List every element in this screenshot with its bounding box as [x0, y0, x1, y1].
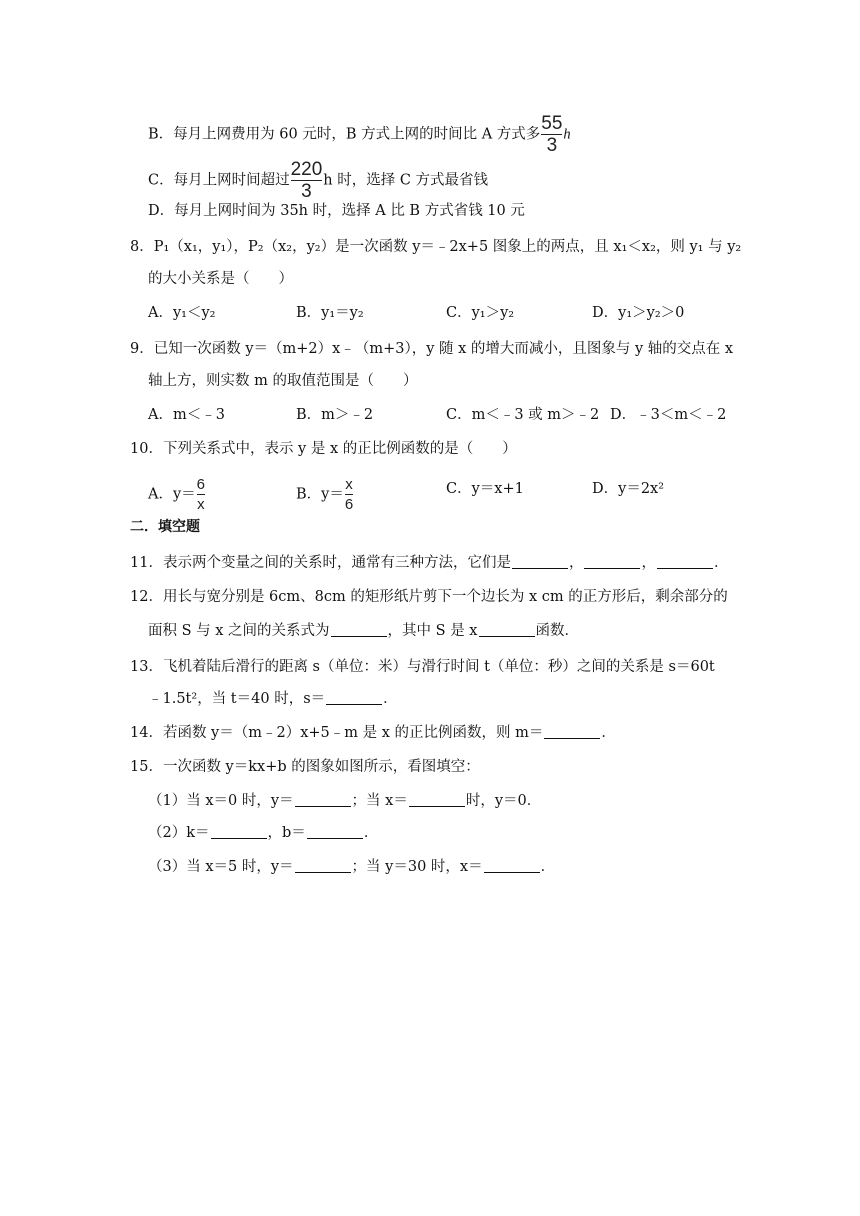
q11-text: 11．表示两个变量之间的关系时，通常有三种方法，它们是	[130, 555, 511, 571]
q12-line1: 12．用长与宽分别是 6cm、8cm 的矩形纸片剪下一个边长为 x cm 的正方形后，剩余部分的	[130, 589, 728, 605]
q15-sub2-text-b: ，b＝	[267, 825, 306, 841]
answer-blank[interactable]	[544, 724, 600, 739]
q10-option-b-label: B．y＝	[296, 486, 344, 503]
fraction-bar	[345, 494, 353, 495]
q9-option-a: A．m＜﹣3	[148, 407, 225, 423]
q14-text: 14．若函数 y＝（m﹣2）x+5﹣m 是 x 的正比例函数，则 m＝	[130, 725, 544, 741]
q9-stem-line1: 9．已知一次函数 y＝（m+2）x﹣（m+3），y 随 x 的增大而减小，且图象与 y 轴的交点在 x	[130, 341, 734, 357]
q12-text-end: 函数．	[535, 623, 579, 639]
answer-blank[interactable]	[331, 622, 387, 637]
q12-text-pre: 面积 S 与 x 之间的关系式为	[148, 623, 330, 639]
q7-option-b-text: B．每月上网费用为 60 元时，B 方式上网的时间比 A 方式多	[148, 126, 541, 143]
q7-option-b-fraction	[541, 114, 562, 155]
q11-separator: ，	[568, 555, 584, 571]
q15-sub2-text-a: （2）k＝	[148, 825, 210, 841]
q15-sub3	[148, 856, 555, 878]
q9-option-b: B．m＞﹣2	[296, 407, 374, 423]
q11-separator: ，	[641, 555, 656, 571]
answer-blank[interactable]	[326, 690, 382, 705]
q7-option-b	[148, 114, 571, 155]
answer-blank[interactable]	[295, 858, 351, 873]
q14-period: ．	[601, 725, 616, 741]
answer-blank[interactable]	[484, 858, 540, 873]
section-heading-fill-in: 二．填空题	[130, 519, 200, 535]
q10-option-b-fraction	[345, 476, 353, 513]
q10-option-b	[296, 476, 354, 513]
fraction-bar	[197, 494, 205, 495]
q11	[130, 552, 728, 574]
q7-option-c-fraction	[291, 160, 323, 201]
fraction-numerator: x	[345, 476, 353, 493]
q15-sub1-text-b: ；当 x＝	[351, 793, 408, 809]
q7-option-d: D．每月上网时间为 35h 时，选择 A 比 B 方式省钱 10 元	[148, 203, 525, 219]
q15-stem: 15．一次函数 y＝kx+b 的图象如图所示，看图填空：	[130, 759, 480, 775]
q11-period: ．	[713, 555, 729, 571]
fraction-numerator: 220	[290, 159, 323, 180]
q15-sub3-text-b: ；当 y＝30 时，x＝	[351, 859, 483, 875]
answer-blank[interactable]	[211, 824, 267, 839]
q9-option-c: C．m＜﹣3 或 m＞﹣2	[446, 407, 600, 423]
q7-option-b-unit: h	[563, 126, 571, 143]
q10-option-a-fraction	[197, 476, 205, 513]
q8-stem-line2: 的大小关系是（ ）	[148, 271, 293, 287]
answer-blank[interactable]	[584, 554, 640, 569]
q8-option-a: A．y₁＜y₂	[148, 305, 216, 321]
answer-blank[interactable]	[657, 554, 713, 569]
q12-line2	[148, 620, 579, 642]
fraction-numerator: 6	[196, 476, 206, 493]
q15-sub1-text-c: 时，y＝0．	[465, 793, 542, 809]
q10-stem: 10．下列关系式中，表示 y 是 x 的正比例函数的是（ ）	[130, 441, 517, 457]
fraction-denominator: 6	[344, 496, 354, 513]
q8-option-d: D．y₁＞y₂＞0	[592, 305, 685, 321]
answer-blank[interactable]	[307, 824, 363, 839]
q13-period: ．	[383, 691, 398, 707]
fraction-denominator: 3	[546, 135, 558, 156]
q9-option-d: D．﹣3＜m＜﹣2	[610, 407, 727, 423]
q7-option-c-post: h 时，选择 C 方式最省钱	[323, 172, 489, 189]
fraction-denominator: x	[197, 496, 205, 513]
q10-option-c: C．y＝x+1	[446, 481, 524, 497]
q10-option-d: D．y＝2x²	[592, 481, 665, 497]
q15-sub3-text-c: ．	[540, 859, 556, 875]
q15-sub3-text-a: （3）当 x＝5 时，y＝	[148, 859, 294, 875]
q7-option-c-pre: C．每月上网时间超过	[148, 172, 290, 189]
q14	[130, 722, 616, 744]
q8-option-b: B．y₁＝y₂	[296, 305, 364, 321]
q13-text-pre: ﹣1.5t²，当 t＝40 时，s＝	[148, 691, 326, 707]
q9-stem-line2: 轴上方，则实数 m 的取值范围是（ ）	[148, 373, 418, 389]
fraction-denominator: 3	[301, 181, 312, 202]
q10-option-a	[148, 476, 206, 513]
q12-text-mid: ，其中 S 是 x	[387, 623, 478, 639]
q8-stem-line1: 8．P₁（x₁，y₁），P₂（x₂，y₂）是一次函数 y＝﹣2x+5 图象上的两点，且 x₁＜x₂，则 y₁ 与 y₂	[130, 239, 742, 255]
answer-blank[interactable]	[295, 792, 351, 807]
q13-line1: 13．飞机着陆后滑行的距离 s（单位：米）与滑行时间 t（单位：秒）之间的关系是 s＝60t	[130, 659, 715, 675]
q15-sub1	[148, 790, 541, 812]
q15-sub1-text-a: （1）当 x＝0 时，y＝	[148, 793, 294, 809]
q15-sub2	[148, 822, 378, 844]
q10-option-a-label: A．y＝	[148, 486, 196, 503]
answer-blank[interactable]	[512, 554, 568, 569]
q15-sub2-text-c: ．	[363, 825, 379, 841]
answer-blank[interactable]	[479, 622, 535, 637]
q7-option-c	[148, 160, 488, 201]
q8-option-c: C．y₁＞y₂	[446, 305, 515, 321]
answer-blank[interactable]	[409, 792, 465, 807]
q13-line2	[148, 688, 398, 710]
fraction-numerator: 55	[541, 113, 563, 134]
